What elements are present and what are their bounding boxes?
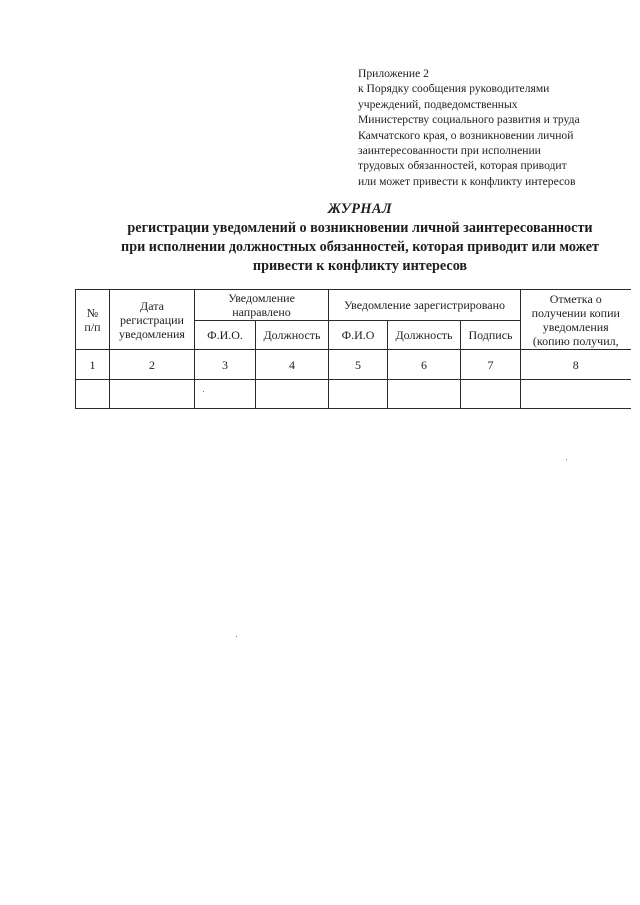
appendix-line: учреждений, подведомственных	[358, 97, 518, 111]
empty-cell	[521, 380, 631, 409]
empty-cell	[76, 380, 110, 409]
scan-speck	[566, 459, 567, 460]
registered-group-header: Уведомление зарегистрировано	[329, 290, 521, 321]
column-number-cell: 8	[521, 350, 631, 380]
header-line: регистрации	[120, 312, 184, 327]
col-date-header	[110, 290, 195, 350]
appendix-line: заинтересованности при исполнении	[358, 144, 541, 158]
column-number-cell: 3	[195, 350, 256, 380]
col-sent-position-header: Должность	[256, 321, 329, 350]
header-line: уведомления	[119, 326, 185, 341]
header-line: Дата	[140, 298, 164, 313]
empty-data-row	[76, 380, 631, 409]
scan-speck	[203, 391, 204, 392]
col-mark-header	[521, 290, 631, 350]
empty-cell	[256, 380, 329, 409]
header-line: Отметка о	[549, 291, 602, 306]
header-line: уведомления	[542, 319, 609, 334]
scan-speck	[236, 636, 237, 637]
empty-cell	[329, 380, 388, 409]
column-number-cell: 7	[461, 350, 521, 380]
column-number-cell: 6	[388, 350, 461, 380]
column-number-cell: 2	[110, 350, 195, 380]
header-line: №	[86, 305, 99, 320]
column-number-row	[76, 350, 631, 380]
column-number-cell: 1	[76, 350, 110, 380]
title-line: привести к конфликту интересов	[252, 258, 468, 274]
appendix-line: к Порядку сообщения руководителями	[358, 82, 550, 96]
document-title	[70, 200, 640, 276]
col-sent-fio-header: Ф.И.О.	[195, 321, 256, 350]
title-line: при исполнении должностных обязанностей, которая приводит или может	[121, 239, 599, 255]
col-reg-position-header: Должность	[388, 321, 461, 350]
empty-cell	[195, 380, 256, 409]
appendix-line: Камчатского края, о возникновении личной	[358, 128, 574, 142]
header-line: направлено	[232, 305, 291, 319]
journal-table	[75, 289, 631, 409]
col-number-header	[76, 290, 110, 350]
header-line: Уведомление	[228, 291, 295, 305]
empty-cell	[388, 380, 461, 409]
appendix-note	[358, 66, 628, 189]
col-reg-signature-header: Подпись	[461, 321, 521, 350]
appendix-line: или может привести к конфликту интересов	[358, 174, 576, 188]
empty-cell	[110, 380, 195, 409]
appendix-line: трудовых обязанностей, которая приводит	[358, 159, 567, 173]
column-number-cell: 4	[256, 350, 329, 380]
col-reg-fio-header: Ф.И.О	[329, 321, 388, 350]
sent-group-header	[195, 290, 329, 321]
header-line: п/п	[84, 319, 101, 334]
appendix-line: Приложение 2	[358, 67, 429, 80]
header-line: получении копии	[531, 305, 620, 320]
column-number-cell: 5	[329, 350, 388, 380]
empty-cell	[461, 380, 521, 409]
title-line: регистрации уведомлений о возникновении личной заинтересованности	[127, 220, 593, 236]
appendix-line: Министерству социального развития и труда	[358, 113, 580, 127]
header-row-top	[76, 290, 631, 321]
journal-heading: ЖУРНАЛ	[327, 201, 393, 217]
header-line: (копию получил,	[532, 333, 619, 348]
